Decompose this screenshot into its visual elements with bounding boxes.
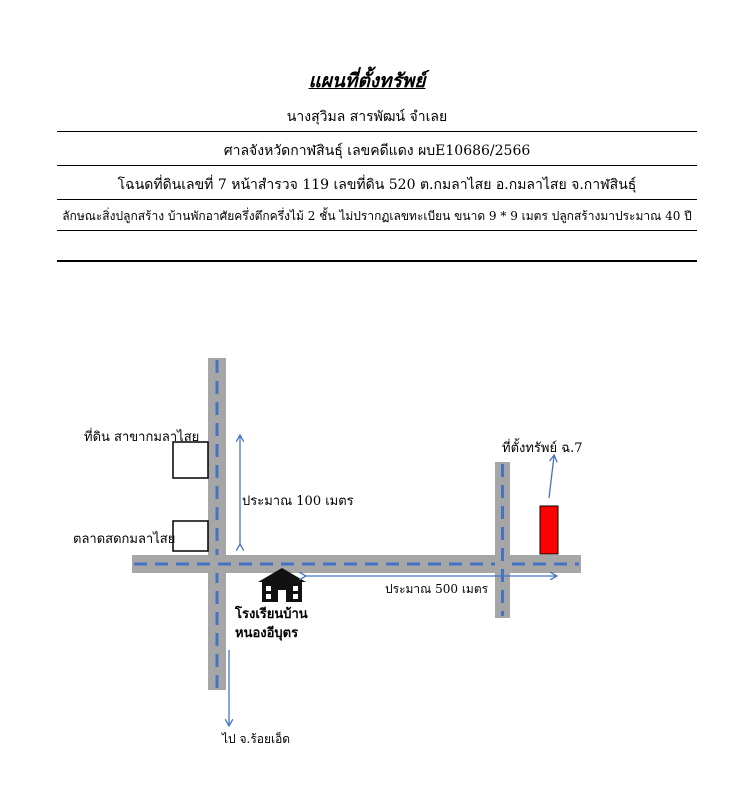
property-label: ที่ตั้งทรัพย์ ฉ.7	[502, 441, 583, 456]
owner-name: นางสุวิมล สารพัฒน์ จำเลย	[286, 109, 448, 125]
property-pointer-arrow	[549, 456, 554, 498]
market-building	[173, 521, 208, 551]
road-vertical-property	[495, 462, 510, 618]
court-case-row: ศาลจังหวัดกาฬสินธุ์ เลขคดีแดง ผบE10686/2566	[223, 143, 531, 159]
distance-500m-label: ประมาณ 500 เมตร	[385, 582, 489, 596]
to-roiet-label: ไป จ.ร้อยเอ็ด	[222, 732, 291, 746]
distance-100m-label: ประมาณ 100 เมตร	[242, 494, 354, 509]
road-vertical-main	[208, 358, 226, 690]
property-marker	[540, 506, 558, 554]
deed-info-row: โฉนดที่ดินเลขที่ 7 หน้าสำรวจ 119 เลขที่ดิน 520 ต.กมลาไสย อ.กมลาไสย จ.กาฬสินธุ์	[117, 177, 637, 193]
school-label-line2: หนองอีบุตร	[235, 626, 299, 641]
land-office-building	[173, 442, 208, 478]
page-title: แผนที่ตั้งทรัพย์	[308, 70, 426, 92]
building-info-row: ลักษณะสิ่งปลูกสร้าง บ้านพักอาศัยครึ่งตึกครึ่งไม้ 2 ชั้น ไม่ปรากฏเลขทะเบียน ขนาด 9 * 9 เมตร ปลูกสร้างมาประมาณ 40 ปี	[62, 209, 692, 223]
market-label: ตลาดสดกมลาไสย	[73, 532, 176, 547]
road-horizontal-main	[132, 555, 581, 573]
school-icon	[258, 568, 306, 602]
school-label-line1: โรงเรียนบ้าน	[235, 607, 308, 622]
land-office-label: ที่ดิน สาขากมลาไสย	[84, 430, 200, 445]
